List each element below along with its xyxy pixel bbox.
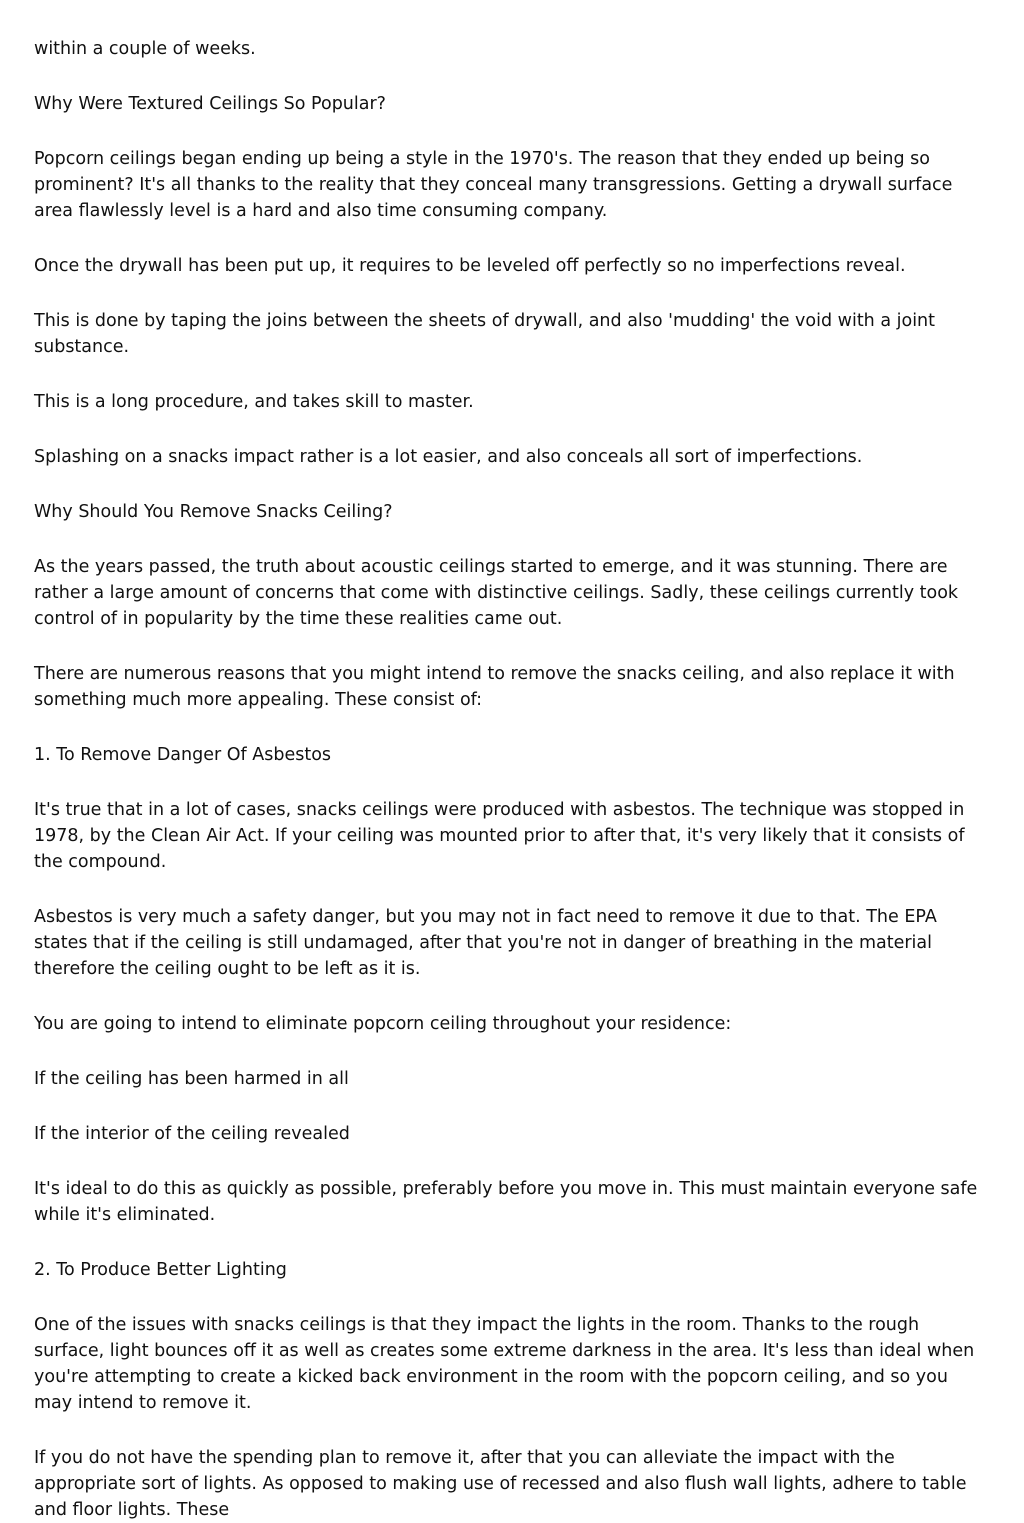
paragraph-6: This is a long procedure, and takes skill to master. [34,392,474,412]
section-heading-textured-ceilings: Why Were Textured Ceilings So Popular? [34,94,386,114]
paragraph-4: Once the drywall has been put up, it requires to be leveled off perfectly so no imperfections reveal. [34,256,906,276]
paragraph-7: Splashing on a snacks impact rather is a lot easier, and also conceals all sort of imperfections. [34,447,863,467]
paragraph-5: This is done by taping the joins between the sheets of drywall, and also 'mudding' the void with a joint substance. [34,311,936,357]
paragraph-17: It's ideal to do this as quickly as possible, preferably before you move in. This must maintain everyone safe while it's eliminated. [34,1179,978,1225]
paragraph-3: Popcorn ceilings began ending up being a style in the 1970's. The reason that they ended up being so prominent? It's all thanks to the reality that they conceal many transgressions. Getting a drywall surface area flawlessly level is a hard and also time consuming company. [34,149,953,221]
paragraph-13: Asbestos is very much a safety danger, but you may not in fact need to remove it due to that. The EPA states that if the ceiling is still undamaged, after that you're not in danger of breathing in the material therefore the ceiling ought to be left as it is. [34,907,937,979]
paragraph-10: There are numerous reasons that you might intend to remove the snacks ceiling, and also replace it with something much more appealing. These consist of: [34,664,955,710]
paragraph-12: It's true that in a lot of cases, snacks ceilings were produced with asbestos. The technique was stopped in 1978, by the Clean Air Act. If your ceiling was mounted prior to after that, it's very likely that it consists of the compound. [34,800,965,872]
paragraph-9: As the years passed, the truth about acoustic ceilings started to emerge, and it was stunning. There are rather a large amount of concerns that come with distinctive ceilings. Sadly, these ceilings currently took control of in popularity by the time these realities came out. [34,557,959,629]
paragraph-14: You are going to intend to eliminate popcorn ceiling throughout your residence: [34,1014,732,1034]
paragraph-19: One of the issues with snacks ceilings is that they impact the lights in the room. Thanks to the rough surface, light bounces off it as well as creates some extreme darkness in the area. It's less than ideal when you're attempting to create a kicked back environment in the room with the popcorn ceiling, and so you may intend to remove it. [34,1315,975,1413]
paragraph-1: within a couple of weeks. [34,39,256,59]
paragraph-20: If you do not have the spending plan to remove it, after that you can alleviate the impact with the appropriate sort of lights. As opposed to making use of recessed and also flush wall lights, adhere to table and floor lights. These [34,1448,967,1520]
list-item-harmed: If the ceiling has been harmed in all [34,1069,349,1089]
section-heading-remove-ceiling: Why Should You Remove Snacks Ceiling? [34,502,393,522]
section-heading-asbestos: 1. To Remove Danger Of Asbestos [34,745,332,765]
section-heading-lighting: 2. To Produce Better Lighting [34,1260,287,1280]
list-item-interior: If the interior of the ceiling revealed [34,1124,350,1144]
